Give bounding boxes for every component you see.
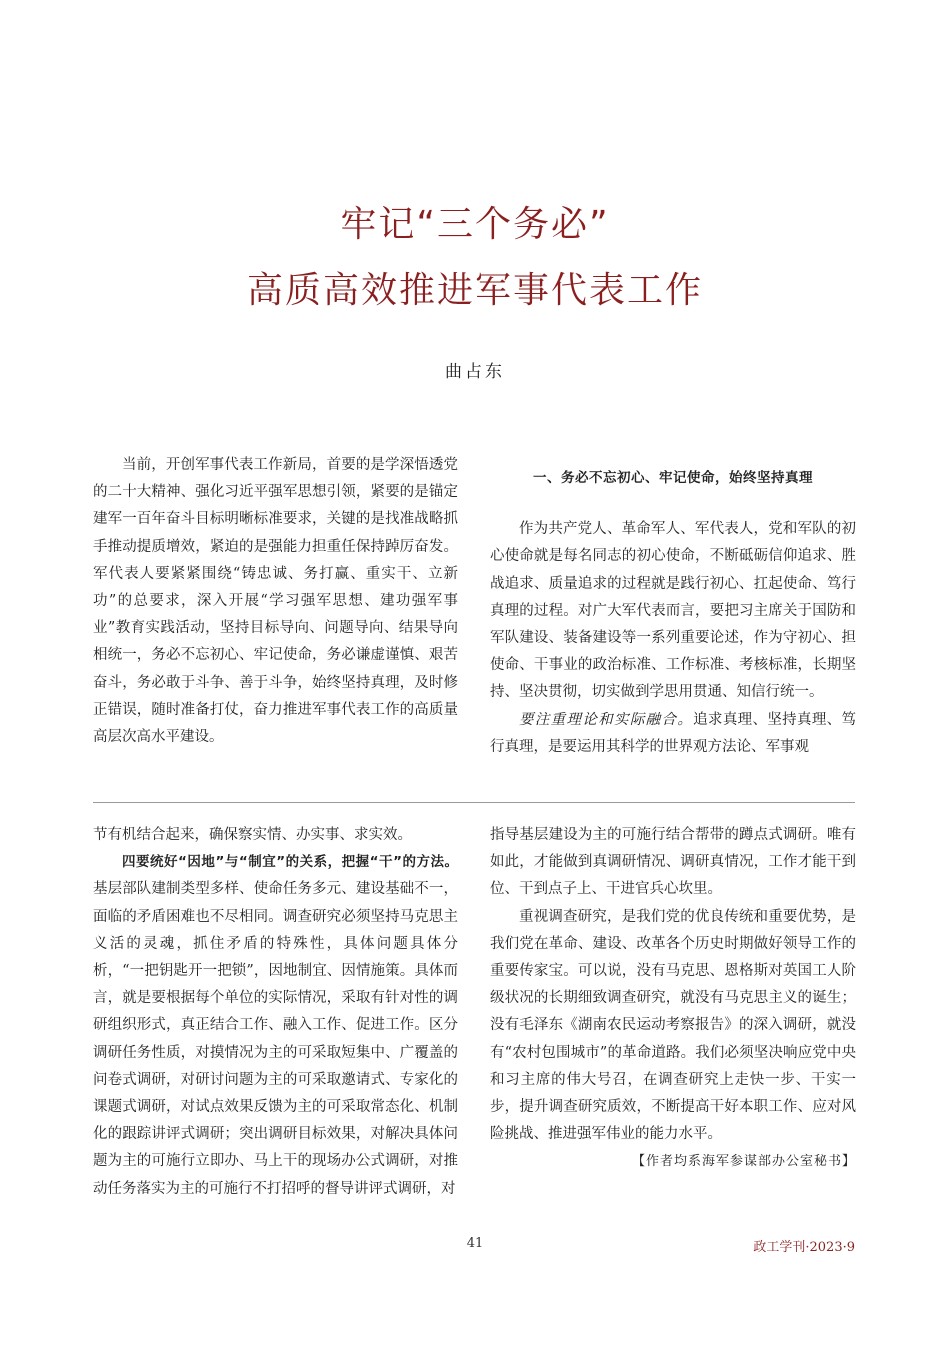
lower-right-paragraph-2: 重视调查研究，是我们党的优良传统和重要优势，是我们党在革命、建设、改革各个历史时期做好领导工作的重要传家宝。可以说，没有马克思、恩格斯对英国工人阶级状况的长期细致调查研究，就没有马克思主义的诞生；没有毛泽东《湖南农民运动考察报告》的深入调研，就没有“农村包围城市”的革命道路。我们必须坚决响应党中央和习主席的伟大号召，在调查研究上走快一步、干实一步，提升调查研究质效，不断提高干好本职工作、应对风险挑战、推进强军伟业的能力水平。 bbox=[490, 908, 856, 1143]
lower-right-paragraph-1: 指导基层建设为主的可施行结合帮带的蹲点式调研。唯有如此，才能做到真调研情况、调研真情况，工作才能干到位、干到点子上、干进官兵心坎里。 bbox=[490, 827, 856, 898]
lower-right-column bbox=[490, 822, 856, 1176]
section1-column bbox=[490, 465, 856, 761]
page-number: 41 bbox=[466, 1236, 484, 1251]
section1-paragraph-2-lead: 要注重理论和实际融合。 bbox=[519, 711, 694, 728]
article-title-line2: 高质高效推进军事代表工作 bbox=[246, 270, 703, 311]
section1-paragraph-2-text: 追求真理、坚持真理、笃行真理，是要运用其科学的世界观方法论、军事观 bbox=[490, 711, 857, 755]
lower-left-paragraph-1: 节有机结合起来，确保察实情、办实事、求实效。 bbox=[93, 827, 412, 843]
lower-left-paragraph-2-lead: 四要统好“因地”与“制宜”的关系，把握“干”的方法。 bbox=[122, 854, 458, 871]
article-title-line1: 牢记“三个务必” bbox=[340, 204, 610, 245]
author-credit: 【作者均系海军参谋部办公室秘书】 bbox=[631, 1154, 856, 1170]
lower-left-column bbox=[93, 822, 458, 1203]
intro-paragraph: 当前，开创军事代表工作新局，首要的是学深悟透党的二十大精神、强化习近平强军思想引领，紧要的是锚定建军一百年奋斗目标明晰标准要求，关键的是找准战略抓手推动提质增效，紧迫的是强能力担重任保持踔厉奋发。军代表人要紧紧围绕“铸忠诚、务打赢、重实干、立新功”的总要求，深入开展“学习强军思想、建功强军事业”教育实践活动，坚持目标导向、问题导向、结果导向相统一，务必不忘初心、牢记使命，务必谦虚谨慎、艰苦奋斗，务必敢于斗争、善于斗争，始终坚持真理，及时修正错误，随时准备打仗，奋力推进军事代表工作的高质量高层次高水平建设。 bbox=[93, 457, 458, 746]
section1-heading: 一、务必不忘初心、牢记使命，始终坚持真理 bbox=[533, 470, 813, 486]
section1-paragraph-2 bbox=[490, 707, 856, 761]
lower-left-paragraph-2-text: 基层部队建制类型多样、使命任务多元、建设基础不一，面临的矛盾困难也不尽相同。调查研究必须坚持马克思主义活的灵魂，抓住矛盾的特殊性，具体问题具体分析，“一把钥匙开一把锁”，因地制宜、因情施策。具体而言，就是要根据每个单位的实际情况，采取有针对性的调研组织形式，真正结合工作、融入工作、促进工作。区分调研任务性质，对摸情况为主的可采取短集中、广覆盖的问卷式调研，对研讨问题为主的可采取邀请式、专家化的课题式调研，对试点效果反馈为主的可采取常态化、机制化的跟踪讲评式调研；突出调研目标效果，对解决具体问题为主的可施行立即办、马上干的现场办公式调研，对推动任务落实为主的可施行不打招呼的督导讲评式调研，对 bbox=[93, 881, 458, 1197]
article-author: 曲占东 bbox=[445, 362, 505, 382]
lower-left-paragraph-2 bbox=[93, 849, 458, 1203]
section-divider bbox=[93, 802, 855, 803]
section1-paragraph-1: 作为共产党人、革命军人、军代表人，党和军队的初心使命就是每名同志的初心使命，不断砥砺信仰追求、胜战追求、质量追求的过程就是践行初心、扛起使命、笃行真理的过程。对广大军代表而言，要把习主席关于国防和军队建设、装备建设等一系列重要论述，作为守初心、担使命、干事业的政治标准、工作标准、考核标准，长期坚持、坚决贯彻，切实做到学思用贯通、知信行统一。 bbox=[490, 521, 856, 701]
journal-footer: 政工学刊·2023·9 bbox=[753, 1240, 855, 1255]
intro-column bbox=[93, 452, 458, 751]
